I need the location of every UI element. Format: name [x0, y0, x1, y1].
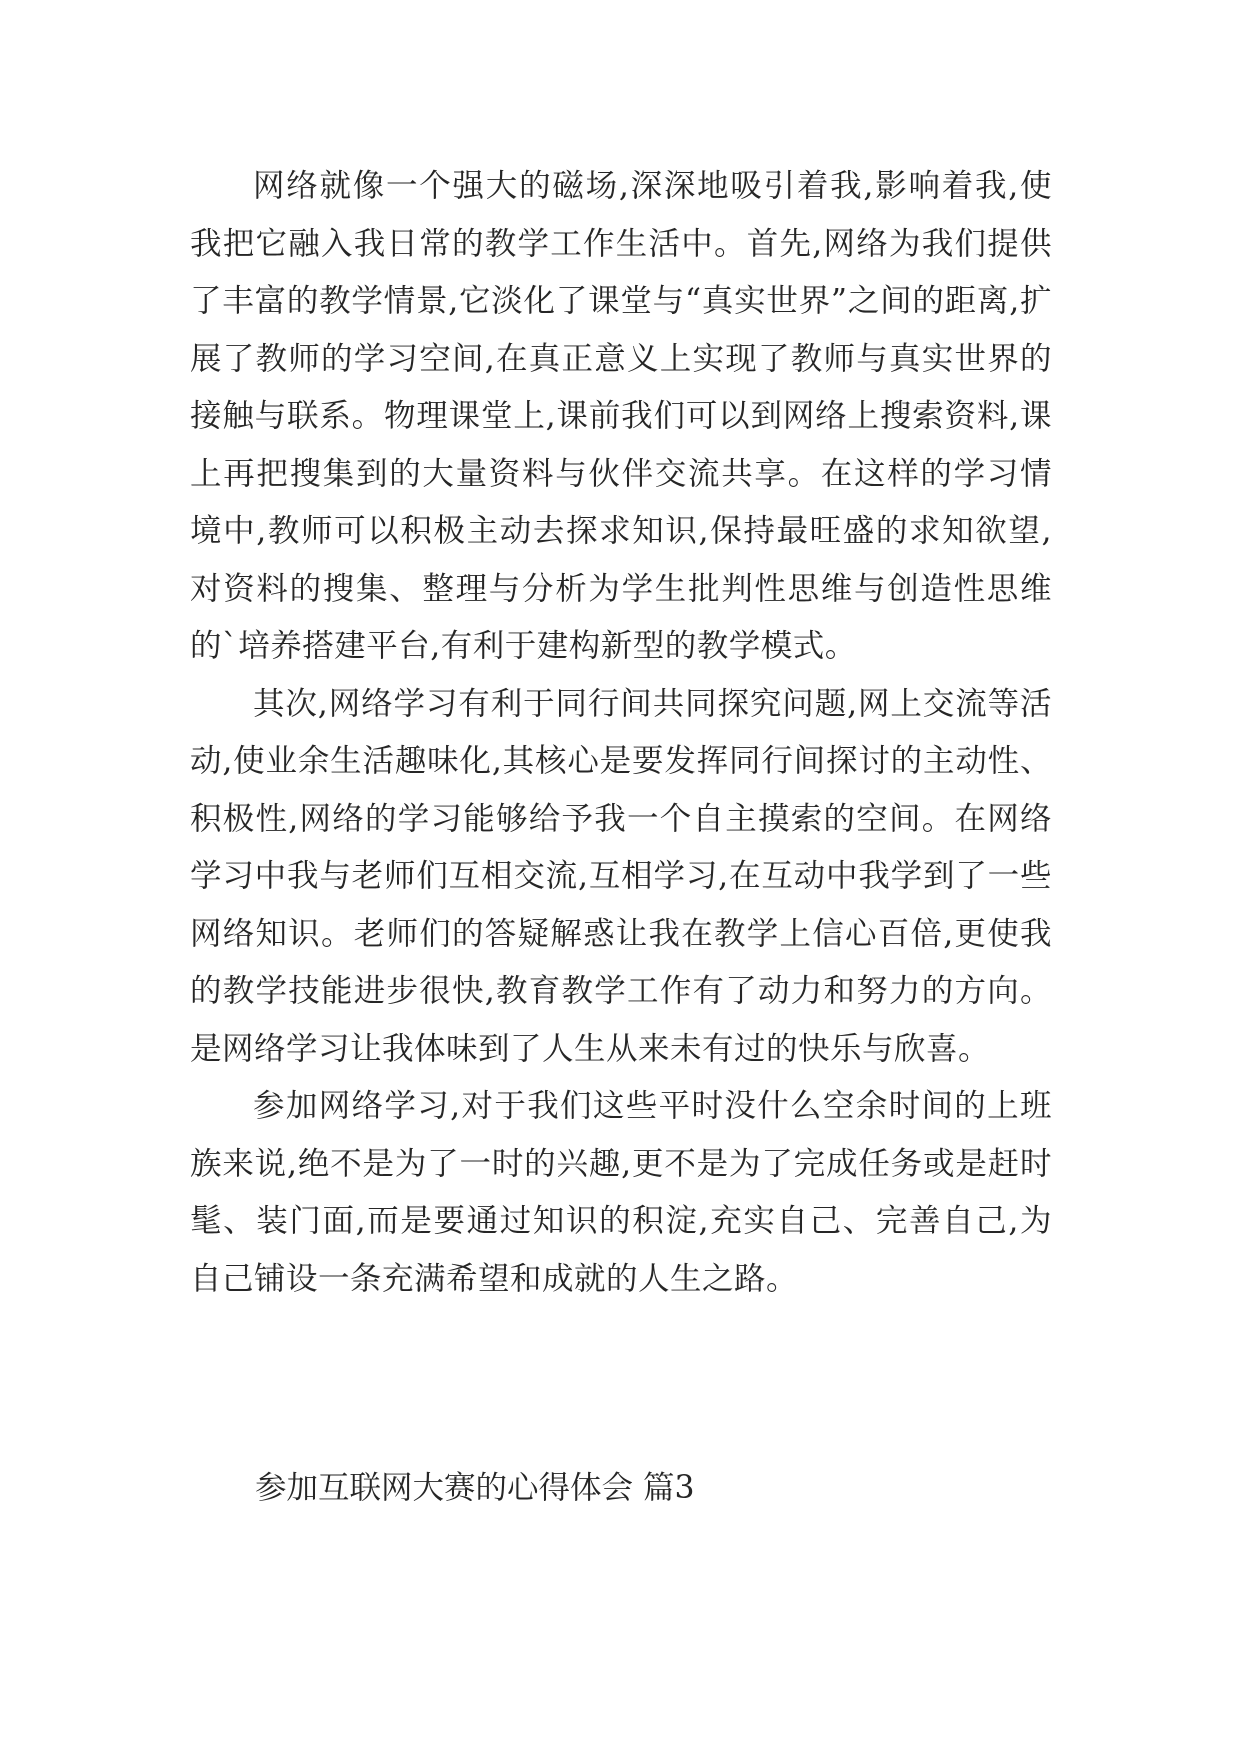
paragraph-2: 其次,网络学习有利于同行间共同探究问题,网上交流等活动,使业余生活趣味化,其核心是要发挥同行间探讨的主动性、积极性,网络的学习能够给予我一个自主摸索的空间。在网络学习中我与老师们互相交流,互相学习,在互动中我学到了一些网络知识。老师们的答疑解惑让我在教学上信心百倍,更使我的教学技能进步很快,教育教学工作有了动力和努力的方向。是网络学习让我体味到了人生从来未有过的快乐与欣喜。 — [190, 685, 1052, 1067]
section-heading: 参加互联网大赛的心得体会 篇3 — [255, 1470, 695, 1506]
document-body — [190, 158, 1052, 1308]
paragraph-1: 网络就像一个强大的磁场,深深地吸引着我,影响着我,使我把它融入我日常的教学工作生活中。首先,网络为我们提供了丰富的教学情景,它淡化了课堂与“真实世界”之间的距离,扩展了教师的学习空间,在真正意义上实现了教师与真实世界的接触与联系。物理课堂上,课前我们可以到网络上搜索资料,课上再把搜集到的大量资料与伙伴交流共享。在这样的学习情境中,教师可以积极主动去探求知识,保持最旺盛的求知欲望,对资料的搜集、整理与分析为学生批判性思维与创造性思维的`培养搭建平台,有利于建构新型的教学模式。 — [190, 168, 1052, 664]
paragraph-3: 参加网络学习,对于我们这些平时没什么空余时间的上班族来说,绝不是为了一时的兴趣,更不是为了完成任务或是赶时髦、装门面,而是要通过知识的积淀,充实自己、完善自己,为自己铺设一条充满希望和成就的人生之路。 — [190, 1088, 1052, 1297]
